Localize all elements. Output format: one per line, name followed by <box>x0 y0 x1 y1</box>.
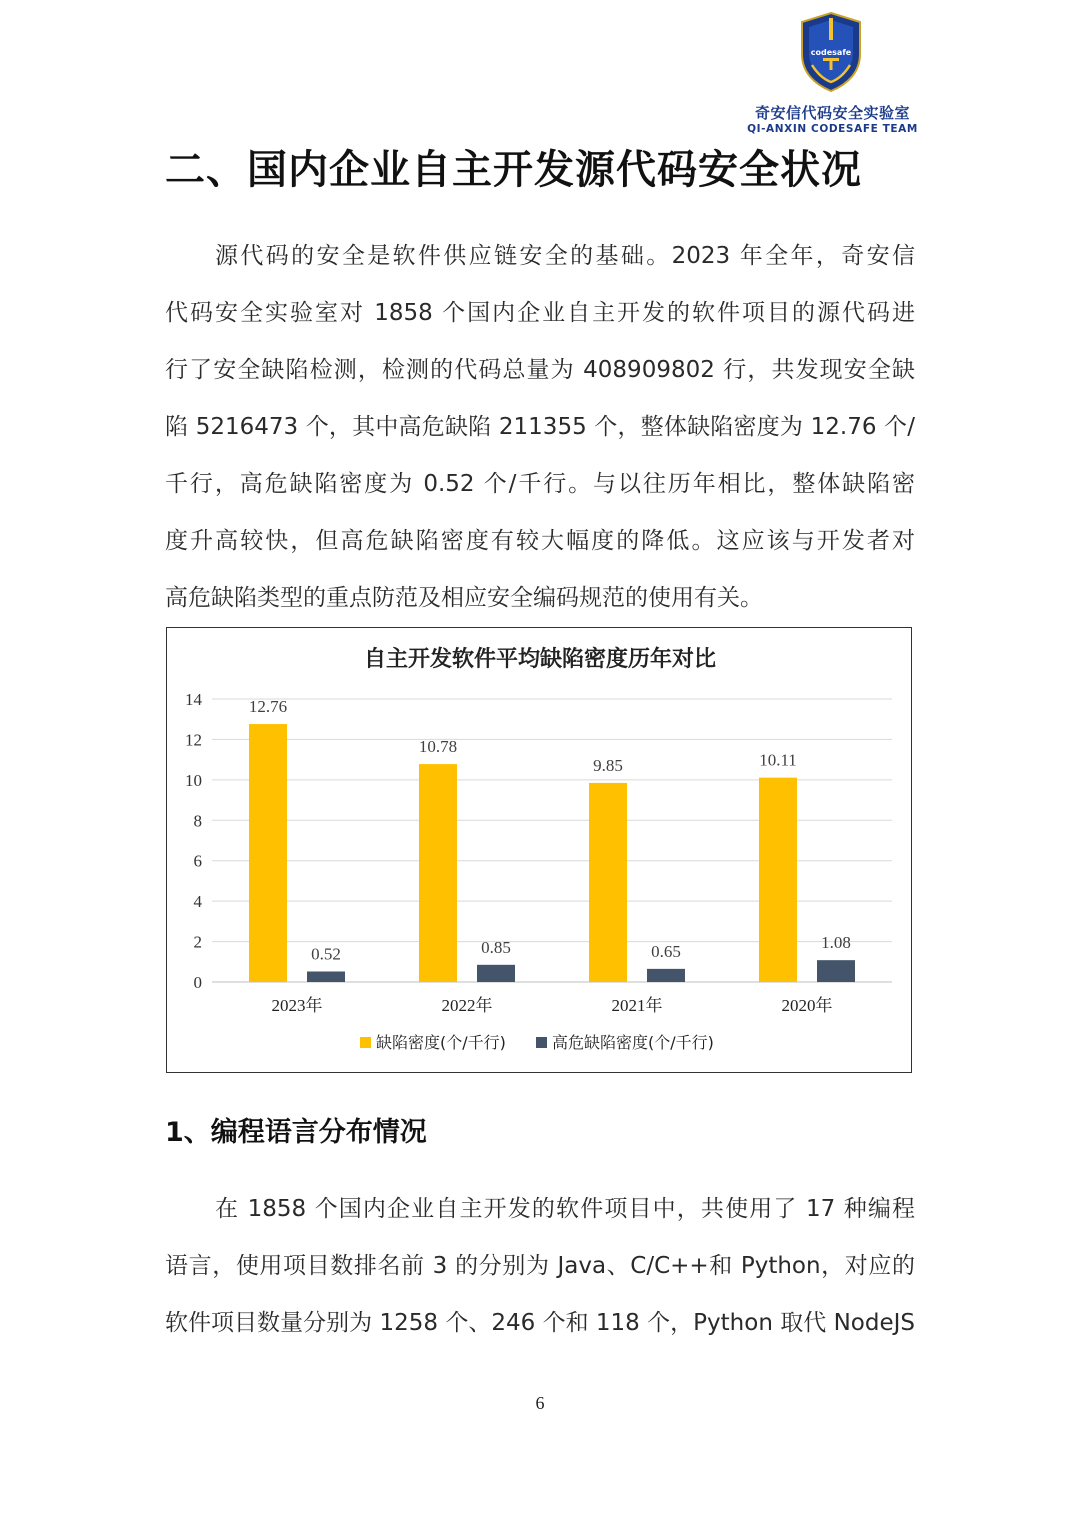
y-tick-label: 6 <box>193 851 202 871</box>
y-tick-label: 0 <box>193 973 202 992</box>
page-number: 6 <box>535 1393 545 1413</box>
paragraph-line: 度升高较快，但高危缺陷密度有较大幅度的降低。这应该与开发者对 <box>165 528 915 554</box>
x-category-label: 2021年 <box>611 996 663 1015</box>
y-tick-label: 2 <box>193 932 202 952</box>
y-tick-label: 10 <box>185 770 202 790</box>
data-label: 0.65 <box>651 941 681 961</box>
legend-label: 缺陷密度(个/千行) <box>376 1033 506 1052</box>
paragraph-line: 软件项目数量分别为 1258 个、246 个和 118 个，Python 取代 NodeJS <box>165 1310 915 1336</box>
paragraph-line: 语言，使用项目数排名前 3 的分别为 Java、C/C++和 Python，对应的 <box>165 1253 915 1279</box>
legend-swatch <box>536 1037 547 1048</box>
paragraph-line: 高危缺陷类型的重点防范及相应安全编码规范的使用有关。 <box>165 585 763 611</box>
paragraph-line: 在 1858 个国内企业自主开发的软件项目中，共使用了 17 种编程 <box>215 1196 915 1222</box>
y-tick-label: 8 <box>193 811 202 831</box>
legend-swatch <box>360 1037 371 1048</box>
lab-logo <box>745 10 920 135</box>
paragraph-line: 千行，高危缺陷密度为 0.52 个/千行。与以往历年相比，整体缺陷密 <box>165 471 915 497</box>
shield-icon <box>798 10 864 94</box>
y-tick-label: 4 <box>193 892 202 912</box>
x-category-label: 2020年 <box>781 996 833 1015</box>
chart-title: 自主开发软件平均缺陷密度历年对比 <box>363 647 717 672</box>
paragraph-line: 行了安全缺陷检测，检测的代码总量为 408909802 行，共发现安全缺 <box>165 357 915 383</box>
defect-density-chart <box>166 627 912 1073</box>
y-tick-label: 14 <box>185 690 202 709</box>
high-risk-density-bar <box>817 960 855 982</box>
defect-density-bar <box>759 778 797 982</box>
data-label: 9.85 <box>593 755 623 775</box>
defect-density-bar <box>589 783 627 982</box>
subsection-title: 1、编程语言分布情况 <box>165 1117 427 1148</box>
legend-label: 高危缺陷密度(个/千行) <box>552 1033 714 1052</box>
x-category-label: 2022年 <box>441 996 493 1015</box>
data-label: 12.76 <box>248 697 288 717</box>
section-title: 二、国内企业自主开发源代码安全状况 <box>165 147 862 193</box>
paragraph-line: 陷 5216473 个，其中高危缺陷 211355 个，整体缺陷密度为 12.76 个/ <box>165 414 915 440</box>
data-label: 1.08 <box>821 933 851 953</box>
logo-name-cn: 奇安信代码安全实验室 <box>754 104 910 122</box>
chart-canvas <box>167 628 913 1074</box>
data-label: 10.78 <box>418 737 458 757</box>
defect-density-bar <box>249 724 287 982</box>
high-risk-density-bar <box>647 969 685 982</box>
y-tick-label: 12 <box>185 730 202 750</box>
logo-badge-text: codesafe <box>810 48 852 57</box>
paragraph-line: 代码安全实验室对 1858 个国内企业自主开发的软件项目的源代码进 <box>165 300 915 326</box>
x-category-label: 2023年 <box>271 996 323 1015</box>
defect-density-bar <box>419 764 457 982</box>
high-risk-density-bar <box>477 965 515 982</box>
data-label: 0.52 <box>311 944 341 964</box>
data-label: 10.11 <box>759 750 797 770</box>
high-risk-density-bar <box>307 971 345 982</box>
logo-name-en: QI-ANXIN CODESAFE TEAM <box>747 123 918 135</box>
paragraph-line: 源代码的安全是软件供应链安全的基础。2023 年全年，奇安信 <box>215 243 915 269</box>
data-label: 0.85 <box>481 937 511 957</box>
